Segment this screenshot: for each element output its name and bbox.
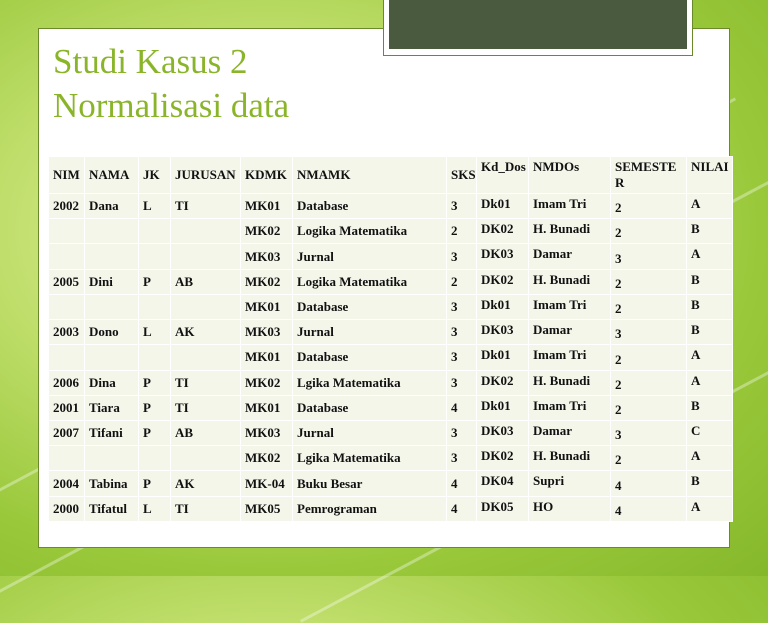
cell-nmamk: Database [293,395,447,420]
cell-nmdos: Imam Tri [529,395,611,420]
cell-kd-dos: Dk01 [477,395,529,420]
cell-nmdos: H. Bunadi [529,219,611,244]
cell-kdmk: MK-04 [241,471,293,496]
column-header-nama: NAMA [85,157,139,194]
cell-nmdos: H. Bunadi [529,446,611,471]
cell-nama [85,244,139,269]
cell-kdmk: MK01 [241,345,293,370]
cell-jk: P [139,395,171,420]
cell-nmamk: Jurnal [293,244,447,269]
cell-nmdos: Imam Tri [529,194,611,219]
cell-jk: P [139,269,171,294]
cell-jk: P [139,370,171,395]
cell-sks: 2 [447,219,477,244]
cell-kd-dos: DK02 [477,446,529,471]
table-row [49,446,733,471]
cell-sks: 2 [447,269,477,294]
cell-jurusan [171,446,241,471]
normalization-table [48,156,733,522]
cell-semester: 2 [611,395,687,420]
cell-nmamk: Pemrograman [293,496,447,521]
cell-semester: 2 [611,269,687,294]
cell-kd-dos: Dk01 [477,345,529,370]
cell-nim: 2001 [49,395,85,420]
slide-title-line-2: Normalisasi data [53,86,290,125]
cell-nilai: C [687,420,733,445]
table-row [49,395,733,420]
cell-semester: 2 [611,446,687,471]
cell-nmamk: Lgika Matematika [293,370,447,395]
cell-nim [49,446,85,471]
cell-semester: 3 [611,244,687,269]
cell-nim [49,219,85,244]
table-row [49,294,733,319]
column-header-semester: SEMESTER [611,157,687,194]
cell-nmamk: Logika Matematika [293,219,447,244]
cell-semester: 2 [611,370,687,395]
cell-nama [85,219,139,244]
cell-nmdos: Imam Tri [529,345,611,370]
table-row [49,269,733,294]
cell-nmdos: H. Bunadi [529,269,611,294]
cell-jurusan [171,294,241,319]
cell-nim: 2000 [49,496,85,521]
cell-nilai: A [687,496,733,521]
cell-jurusan: AK [171,471,241,496]
cell-nim: 2006 [49,370,85,395]
table-row [49,496,733,521]
cell-nim [49,294,85,319]
cell-sks: 3 [447,420,477,445]
cell-nim [49,244,85,269]
cell-jurusan: TI [171,496,241,521]
cell-nama: Dini [85,269,139,294]
cell-jk: L [139,320,171,345]
cell-semester: 2 [611,294,687,319]
cell-nilai: A [687,244,733,269]
cell-nama [85,294,139,319]
cell-jurusan: AB [171,269,241,294]
cell-kd-dos: DK02 [477,370,529,395]
cell-jurusan [171,345,241,370]
cell-kdmk: MK02 [241,269,293,294]
cell-nilai: A [687,446,733,471]
cell-sks: 4 [447,395,477,420]
table-row [49,370,733,395]
cell-nilai: A [687,194,733,219]
column-header-nmamk: NMAMK [293,157,447,194]
cell-kd-dos: DK02 [477,219,529,244]
cell-nama: Dono [85,320,139,345]
cell-nama: Tifatul [85,496,139,521]
cell-sks: 3 [447,446,477,471]
cell-nmdos: HO [529,496,611,521]
cell-nmamk: Buku Besar [293,471,447,496]
cell-semester: 3 [611,420,687,445]
cell-nilai: B [687,395,733,420]
cell-kd-dos: DK03 [477,244,529,269]
column-header-nilai: NILAI [687,157,733,194]
table-header [49,157,733,194]
cell-nmdos: Damar [529,244,611,269]
cell-nim: 2007 [49,420,85,445]
cell-kd-dos: DK03 [477,420,529,445]
cell-semester: 2 [611,219,687,244]
cell-jk: L [139,496,171,521]
cell-nilai: A [687,370,733,395]
column-header-jurusan: JURUSAN [171,157,241,194]
cell-jurusan: AK [171,320,241,345]
cell-sks: 3 [447,345,477,370]
cell-nmamk: Lgika Matematika [293,446,447,471]
cell-nmdos: H. Bunadi [529,370,611,395]
cell-nama: Dina [85,370,139,395]
cell-sks: 3 [447,194,477,219]
cell-kdmk: MK01 [241,294,293,319]
cell-jk: P [139,471,171,496]
cell-jurusan: TI [171,395,241,420]
cell-kdmk: MK05 [241,496,293,521]
cell-nmamk: Database [293,294,447,319]
cell-nama: Tifani [85,420,139,445]
cell-kd-dos: DK02 [477,269,529,294]
cell-jk [139,345,171,370]
column-header-sks: SKS [447,157,477,194]
cell-nmdos: Damar [529,320,611,345]
column-header-jk: JK [139,157,171,194]
column-header-nim: NIM [49,157,85,194]
cell-kdmk: MK02 [241,370,293,395]
cell-kd-dos: DK03 [477,320,529,345]
cell-jurusan: AB [171,420,241,445]
cell-sks: 3 [447,294,477,319]
cell-nama [85,446,139,471]
cell-nilai: A [687,345,733,370]
cell-semester: 4 [611,496,687,521]
slide-title-line-1: Studi Kasus 2 [53,42,248,81]
cell-semester: 3 [611,320,687,345]
cell-semester: 2 [611,194,687,219]
cell-nmdos: Imam Tri [529,294,611,319]
column-header-kd-dos: Kd_Dos [477,157,529,194]
cell-semester: 2 [611,345,687,370]
cell-nim: 2004 [49,471,85,496]
cell-nim: 2005 [49,269,85,294]
cell-jurusan: TI [171,370,241,395]
cell-jurusan: TI [171,194,241,219]
cell-nmamk: Database [293,345,447,370]
cell-jurusan [171,219,241,244]
cell-nim [49,345,85,370]
cell-jk [139,294,171,319]
cell-kdmk: MK01 [241,395,293,420]
cell-kdmk: MK02 [241,219,293,244]
cell-kdmk: MK03 [241,420,293,445]
cell-sks: 3 [447,320,477,345]
cell-kd-dos: DK04 [477,471,529,496]
cell-kdmk: MK03 [241,320,293,345]
cell-nilai: B [687,294,733,319]
cell-nama: Tabina [85,471,139,496]
cell-sks: 3 [447,370,477,395]
cell-nim: 2002 [49,194,85,219]
table-body [49,194,733,522]
cell-nilai: B [687,269,733,294]
cell-nmamk: Jurnal [293,320,447,345]
table-row [49,244,733,269]
cell-kd-dos: Dk01 [477,194,529,219]
cell-jk [139,219,171,244]
cell-nama: Dana [85,194,139,219]
table-row [49,471,733,496]
cell-jk: L [139,194,171,219]
cell-kd-dos: Dk01 [477,294,529,319]
cell-nama [85,345,139,370]
table-header-row [49,157,733,194]
cell-kd-dos: DK05 [477,496,529,521]
cell-nilai: B [687,471,733,496]
slide-title [53,40,553,128]
cell-sks: 3 [447,244,477,269]
table-row [49,219,733,244]
cell-jurusan [171,244,241,269]
cell-kdmk: MK01 [241,194,293,219]
cell-nmdos: Damar [529,420,611,445]
cell-jk [139,446,171,471]
cell-sks: 4 [447,471,477,496]
table-row [49,320,733,345]
cell-nilai: B [687,320,733,345]
cell-nmamk: Jurnal [293,420,447,445]
cell-sks: 4 [447,496,477,521]
table-row [49,420,733,445]
cell-jk [139,244,171,269]
table-row [49,345,733,370]
cell-nmamk: Database [293,194,447,219]
column-header-kdmk: KDMK [241,157,293,194]
cell-nama: Tiara [85,395,139,420]
cell-nmdos: Supri [529,471,611,496]
cell-nilai: B [687,219,733,244]
cell-nim: 2003 [49,320,85,345]
cell-jk: P [139,420,171,445]
cell-nmamk: Logika Matematika [293,269,447,294]
cell-semester: 4 [611,471,687,496]
cell-kdmk: MK03 [241,244,293,269]
column-header-nmdos: NMDOs [529,157,611,194]
cell-kdmk: MK02 [241,446,293,471]
table-row [49,194,733,219]
